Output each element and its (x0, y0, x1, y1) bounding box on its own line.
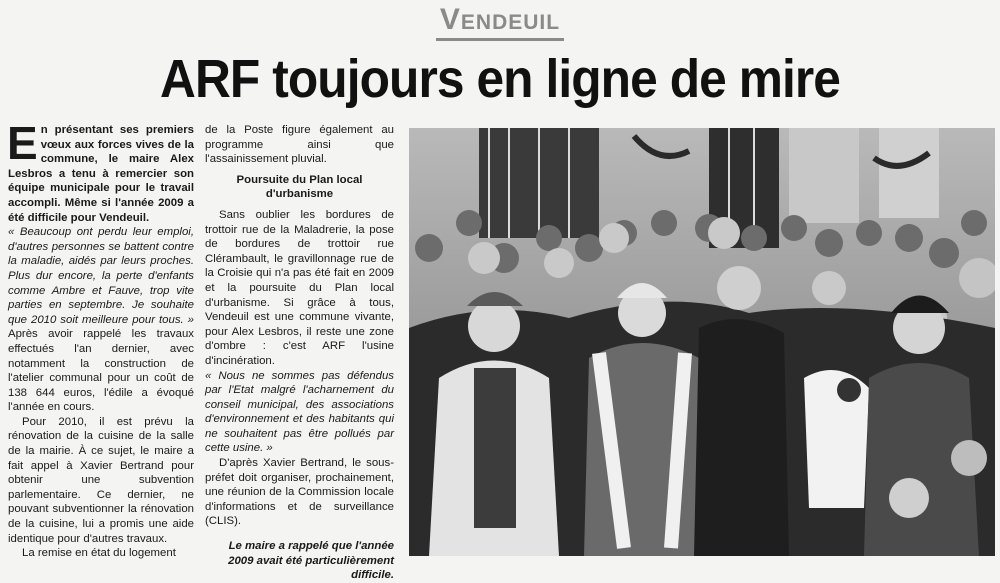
crowd-photo-image (409, 128, 995, 556)
paragraph-4: de la Poste figure également au programme ainsi que l'assainissement pluvial. (205, 124, 394, 166)
kicker-text: Vendeuil (436, 2, 564, 41)
drop-cap: E (7, 117, 38, 169)
paragraph-7: D'après Xavier Bertrand, le sous-préfet doit organiser, prochainement, une réunion de la Commission locale d'informations et de surveillance (CLIS). (205, 457, 394, 528)
photo-caption: Le maire a rappelé que l'année 2009 avait été particulièrement difficile. (228, 540, 394, 582)
lead-paragraph (7, 117, 194, 225)
text-column-2 (205, 123, 394, 583)
paragraph-1 (8, 225, 194, 415)
mayor-quote-1: « Beaucoup ont perdu leur emploi, d'autres personnes se battent contre la maladie, aidés par leurs proches. Plus dur encore, la perte d'enfants comme Ambre et Fauve, trop vite parties en septembre. Je souhaite que 2010 soit meilleure pour tous. » (8, 226, 194, 326)
paragraph-5: Sans oublier les bordures de trottoir rue de la Maladrerie, la pose de bordures de trottoir rue Clérambault, le gravillonnage rue de la Croisie qui n'a pas été fait en 2009 et la poursuite du Plan local d'urbanisme. Si grâce à tous, Vendeuil est une commune vivante, pour Alex Lesbros, il reste une zone d'ombre : c'est ARF l'usine d'incinération. (205, 208, 394, 367)
paragraph-1-rest: Après avoir rappelé les travaux effectués l'an dernier, avec notamment la construction de l'atelier communal pour un coût de 138 644 euros, l'édile a évoqué l'année en cours. (8, 328, 194, 414)
paragraph-3: La remise en état du logement (22, 547, 176, 560)
paragraph-2: Pour 2010, il est prévu la rénovation de la cuisine de la salle de la mairie. À ce sujet, le maire a fait appel à Xavier Bertrand pour obtenir une subvention parlementaire. Ce dernier, ne pouvant subventionner la rénovation de la cuisine, lui a promis une aide identique pour d'autres travaux. (8, 415, 194, 545)
crowd-photo (409, 128, 995, 556)
mayor-quote-2: « Nous ne sommes pas défendus par l'Etat malgré l'acharnement du conseil municipal, des associations d'environnement et des habitants qui ne souhaitent pas être pollués par cette usine. » (205, 369, 394, 455)
section-subhead: Poursuite du Plan local d'urbanisme (236, 173, 363, 201)
text-column-1 (7, 117, 194, 561)
lead-text: n présentant ses premiers vœux aux forces vives de la commune, le maire Alex Lesbros a tenu à remercier son équipe municipale pour le travail accompli. Même si l'année 2009 a été difficile pour Vendeuil. (8, 124, 194, 224)
article-kicker (0, 2, 1000, 41)
article-headline: ARF toujours en ligne de mire (160, 49, 840, 109)
